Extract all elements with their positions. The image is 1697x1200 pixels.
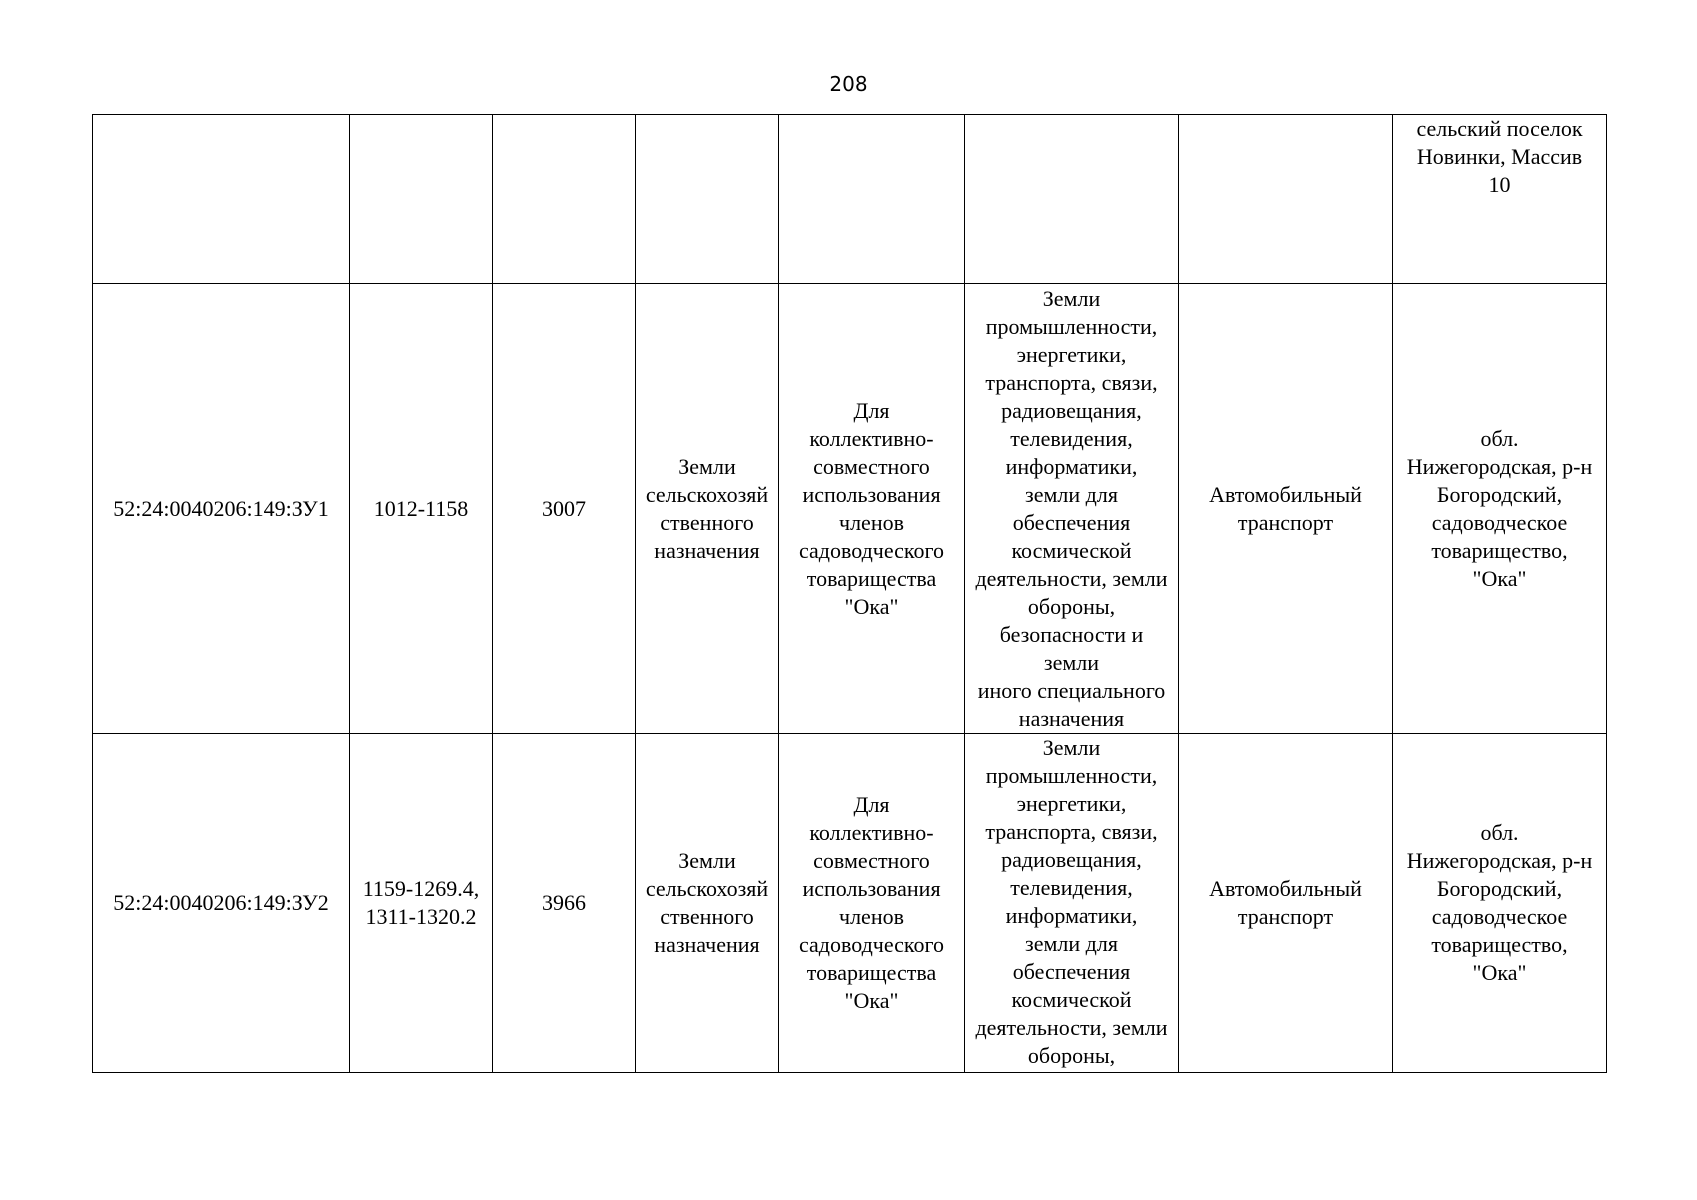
permitted-use-cell: Для коллективно- совместного использования членов садоводческого товарищества "Ока": [779, 284, 965, 734]
target-category-cell: [965, 115, 1179, 284]
land-plots-table: [92, 114, 1607, 1073]
area-cell: 3966: [493, 734, 636, 1073]
address-cell: обл. Нижегородская, р-н Богородский, садоводческое товарищество, "Ока": [1393, 284, 1607, 734]
table-row: [93, 115, 1607, 284]
permitted-use-cell: [779, 115, 965, 284]
purpose-cell: [1179, 115, 1393, 284]
area-cell: [493, 115, 636, 284]
purpose-cell: Автомобильный транспорт: [1179, 284, 1393, 734]
land-category-cell: Земли сельскохозяй ственного назначения: [636, 734, 779, 1073]
purpose-cell: Автомобильный транспорт: [1179, 734, 1393, 1073]
address-cell: обл. Нижегородская, р-н Богородский, садоводческое товарищество, "Ока": [1393, 734, 1607, 1073]
page-number: 208: [829, 72, 868, 96]
cadastral-number-cell: 52:24:0040206:149:ЗУ1: [93, 284, 350, 734]
points-cell: 1159-1269.4, 1311-1320.2: [350, 734, 493, 1073]
points-cell: [350, 115, 493, 284]
points-cell: 1012-1158: [350, 284, 493, 734]
land-category-cell: Земли сельскохозяй ственного назначения: [636, 284, 779, 734]
target-category-cell: Земли промышленности, энергетики, транспорта, связи, радиовещания, телевидения, информатики, земли для обеспечения космической деятельности, земли обороны, безопасности и земли иного специального назначения: [965, 284, 1179, 734]
table-row: [93, 734, 1607, 1073]
permitted-use-cell: Для коллективно- совместного использования членов садоводческого товарищества "Ока": [779, 734, 965, 1073]
area-cell: 3007: [493, 284, 636, 734]
table-row: [93, 284, 1607, 734]
land-category-cell: [636, 115, 779, 284]
target-category-cell: Земли промышленности, энергетики, транспорта, связи, радиовещания, телевидения, информатики, земли для обеспечения космической деятельности, земли обороны,: [965, 734, 1179, 1073]
cadastral-number-cell: [93, 115, 350, 284]
cadastral-number-cell: 52:24:0040206:149:ЗУ2: [93, 734, 350, 1073]
address-cell: сельский поселок Новинки, Массив 10: [1393, 115, 1607, 284]
